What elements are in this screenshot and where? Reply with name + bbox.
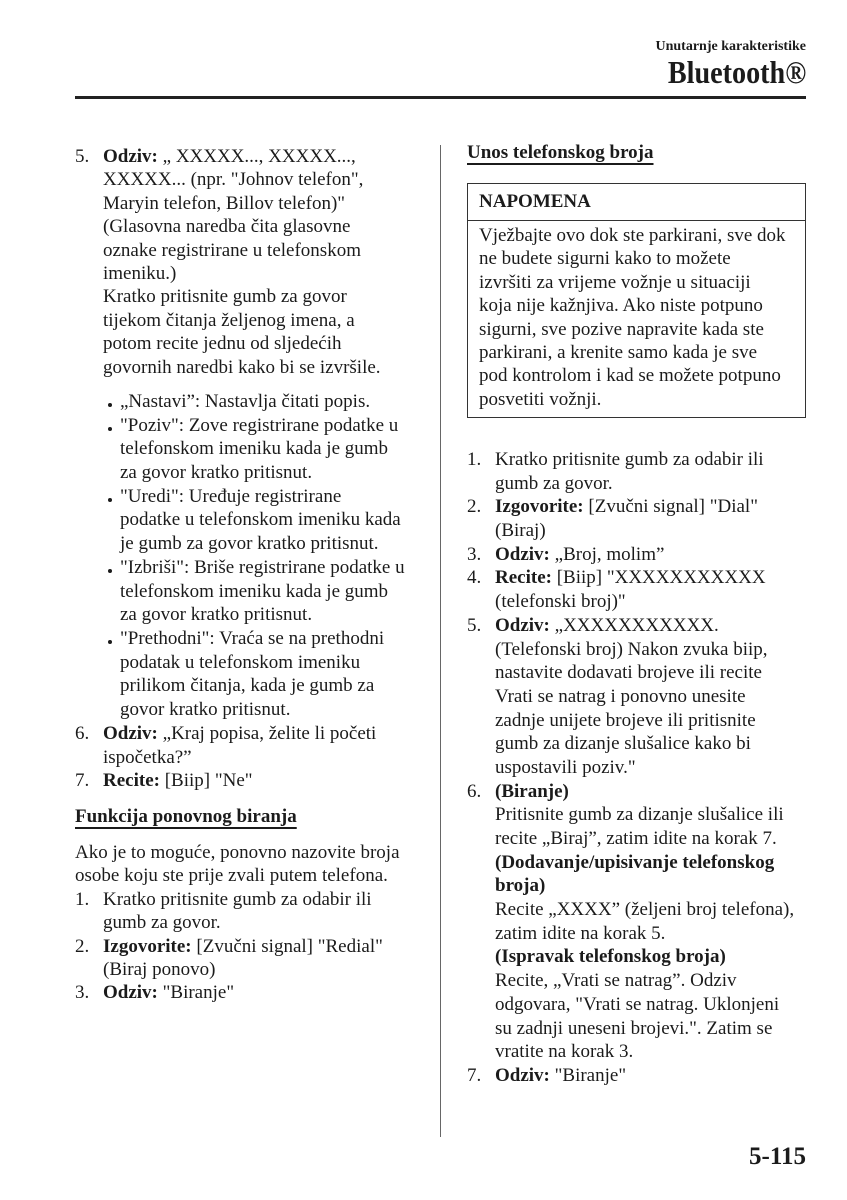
bullet-item-izbrisi: "Izbriši": Briše registrirane podatke u — [75, 556, 405, 580]
step-line: govornih naredbi kako bi se izvršile. — [103, 356, 381, 378]
redial-section — [75, 841, 400, 1005]
step-text: [Zvučni signal] "Dial" — [588, 496, 758, 518]
bullet-list — [75, 390, 405, 722]
step-label: Odziv: — [495, 543, 550, 565]
step-text: „XXXXXXXXXXX. — [554, 614, 719, 636]
step-first-line — [467, 448, 794, 472]
step-text: „ XXXXX..., XXXXX..., — [162, 146, 356, 167]
step-line: Recite „XXXX” (željeni broj telefona), — [495, 899, 795, 921]
step-first-line — [467, 495, 794, 519]
step-first-line — [467, 614, 794, 638]
note-line: koja nije kažnjiva. Ako niste potpuno — [479, 295, 763, 317]
note-title: NAPOMENA — [468, 184, 805, 221]
step-first-line — [467, 1064, 794, 1088]
step-number: 3. — [467, 543, 482, 565]
step-number: 4. — [467, 567, 482, 589]
step-number: 6. — [467, 780, 482, 802]
phone-entry-steps — [467, 448, 794, 1088]
step-line: imeniku.) — [103, 262, 177, 284]
step-number: 3. — [75, 982, 90, 1004]
step-text: [Biip] "XXXXXXXXXXX — [556, 567, 766, 589]
step-line: Kratko pritisnite gumb za govor — [103, 286, 347, 308]
header-rule — [75, 96, 806, 99]
step-text: "Biranje" — [554, 1064, 627, 1086]
step-label: Izgovorite: — [103, 935, 192, 957]
step-sublabel: (Ispravak telefonskog broja) — [495, 946, 726, 968]
step-label: Odziv: — [495, 1064, 550, 1086]
step-line: Maryin telefon, Billov telefon)" — [103, 192, 346, 214]
step-label: Odziv: — [495, 614, 550, 636]
step-line: vratite na korak 3. — [495, 1041, 634, 1063]
step-text: [Zvučni signal] "Redial" — [196, 935, 383, 957]
step-label: Odziv: — [103, 982, 158, 1004]
step-number: 1. — [467, 449, 482, 470]
step-text: [Biip] "Ne" — [164, 770, 253, 791]
step-line: Pritisnite gumb za dizanje slušalice ili — [495, 804, 784, 826]
step-line: gumb za dizanje slušalice kako bi — [495, 733, 751, 755]
bullet-line: telefonskom imeniku kada je gumb — [120, 580, 389, 602]
step-line: (Glasovna naredba čita glasovne — [103, 216, 351, 238]
step-line: (Biraj ponovo) — [103, 958, 216, 980]
step-number: 6. — [75, 723, 90, 744]
note-line: Vježbajte ovo dok ste parkirani, sve dok — [479, 225, 786, 246]
step-line: nastavite dodavati brojeve ili recite — [495, 662, 762, 684]
step-line: tijekom čitanja željenog imena, a — [103, 309, 355, 331]
step-line: zatim idite na korak 5. — [495, 922, 666, 944]
steps-6-7 — [75, 722, 376, 793]
step-line: gumb za govor. — [103, 912, 221, 934]
step-first-line — [75, 981, 400, 1004]
step-line: potom recite jednu od sljedećih — [103, 333, 342, 355]
step-line: (Biraj) — [495, 520, 546, 542]
step-label: (Biranje) — [495, 780, 569, 802]
step-line: (Telefonski broj) Nakon zvuka biip, — [495, 638, 768, 660]
bullet-line: za govor kratko pritisnut. — [120, 462, 313, 484]
step-text: "Biranje" — [162, 982, 235, 1004]
bullet-line: podatak u telefonskom imeniku — [120, 651, 361, 673]
redial-heading: Funkcija ponovnog biranja — [75, 806, 297, 827]
step-line: Vrati se natrag i ponovno unesite — [495, 685, 746, 707]
step-number: 2. — [75, 935, 90, 957]
note-line: izvršiti za vrijeme vožnje u situaciji — [479, 271, 751, 293]
step-first-line — [75, 722, 376, 746]
step-sublabel: broja) — [495, 875, 546, 897]
note-box — [467, 183, 806, 418]
step-number: 5. — [75, 146, 90, 167]
bullet-line: telefonskom imeniku kada je gumb — [120, 438, 389, 460]
step-line: Recite, „Vrati se natrag”. Odziv — [495, 970, 737, 992]
redial-heading-block — [75, 805, 297, 828]
step-text: „Broj, molim” — [554, 543, 665, 565]
step-label: Izgovorite: — [495, 496, 584, 518]
phone-entry-heading: Unos telefonskog broja — [467, 142, 654, 163]
step-line: odgovara, "Vrati se natrag. Uklonjeni — [495, 993, 780, 1015]
step-line: zadnje unijete brojeve ili pritisnite — [495, 709, 756, 731]
column-divider — [440, 145, 441, 1137]
bullet-item-nastavi: „Nastavi”: Nastavlja čitati popis. — [75, 390, 405, 414]
note-line: sigurni, sve pozive napravite kada ste — [479, 318, 764, 340]
step-label: Odziv: — [103, 723, 158, 744]
bullet-line: prilikom čitanja, kada je gumb za — [120, 675, 375, 697]
step-first-line — [467, 566, 794, 590]
step-first-line — [75, 888, 400, 911]
page-number: 5-115 — [749, 1143, 806, 1170]
step-line: recite „Biraj”, zatim idite na korak 7. — [495, 828, 777, 849]
step-line: XXXXX... (npr. "Johnov telefon", — [103, 169, 364, 191]
bullet-line: je gumb za govor kratko pritisnut. — [120, 533, 379, 555]
step-text: Kratko pritisnite gumb za odabir ili — [495, 449, 764, 470]
step-label: Odziv: — [103, 146, 158, 167]
bullet-item-poziv: "Poziv": Zove registrirane podatke u — [75, 414, 405, 438]
note-line: parkirani, a krenite samo kada je sve — [479, 341, 758, 363]
step-text: Kratko pritisnite gumb za odabir ili — [103, 888, 372, 910]
phone-entry-heading-block — [467, 141, 654, 164]
step-number: 7. — [467, 1064, 482, 1086]
step-number: 7. — [75, 770, 90, 791]
step-line: uspostavili poziv." — [495, 756, 636, 778]
step-line: su zadnji uneseni brojevi.". Zatim se — [495, 1017, 773, 1039]
step-5 — [75, 145, 381, 379]
note-line: ne budete sigurni kako to možete — [479, 248, 731, 270]
step-first-line — [75, 145, 381, 168]
bullet-line: podatke u telefonskom imeniku kada — [120, 509, 401, 531]
step-number: 5. — [467, 614, 482, 636]
step-line: (telefonski broj)" — [495, 591, 626, 613]
bullet-line: za govor kratko pritisnut. — [120, 604, 313, 626]
step-sublabel: (Dodavanje/upisivanje telefonskog — [495, 851, 775, 873]
step-line: ispočetka?” — [103, 746, 192, 768]
step-text: „Kraj popisa, želite li početi — [162, 723, 377, 744]
step-first-line — [467, 543, 794, 567]
note-line: pod kontrolom i kad se možete potpuno — [479, 365, 781, 387]
page-title: Bluetooth® — [667, 54, 806, 90]
note-line: posvetiti vožnji. — [479, 388, 602, 410]
step-label: Recite: — [103, 770, 160, 791]
step-line: oznake registrirane u telefonskom — [103, 239, 361, 261]
section-title: Unutarnje karakteristike — [655, 39, 806, 54]
step-first-line — [75, 935, 400, 958]
bullet-line: govor kratko pritisnut. — [120, 698, 291, 720]
step-first-line — [75, 769, 376, 793]
step-first-line — [467, 780, 794, 804]
step-number: 2. — [467, 496, 482, 518]
step-label: Recite: — [495, 567, 552, 589]
step-number: 1. — [75, 888, 90, 910]
note-body — [468, 221, 805, 411]
step-line: gumb za govor. — [495, 472, 613, 494]
bullet-item-uredi: "Uredi": Uređuje registrirane — [75, 485, 405, 509]
intro-line: osobe koju ste prije zvali putem telefona. — [75, 865, 388, 887]
intro-line: Ako je to moguće, ponovno nazovite broja — [75, 842, 400, 863]
bullet-item-prethodni: "Prethodni": Vraća se na prethodni — [75, 627, 405, 651]
